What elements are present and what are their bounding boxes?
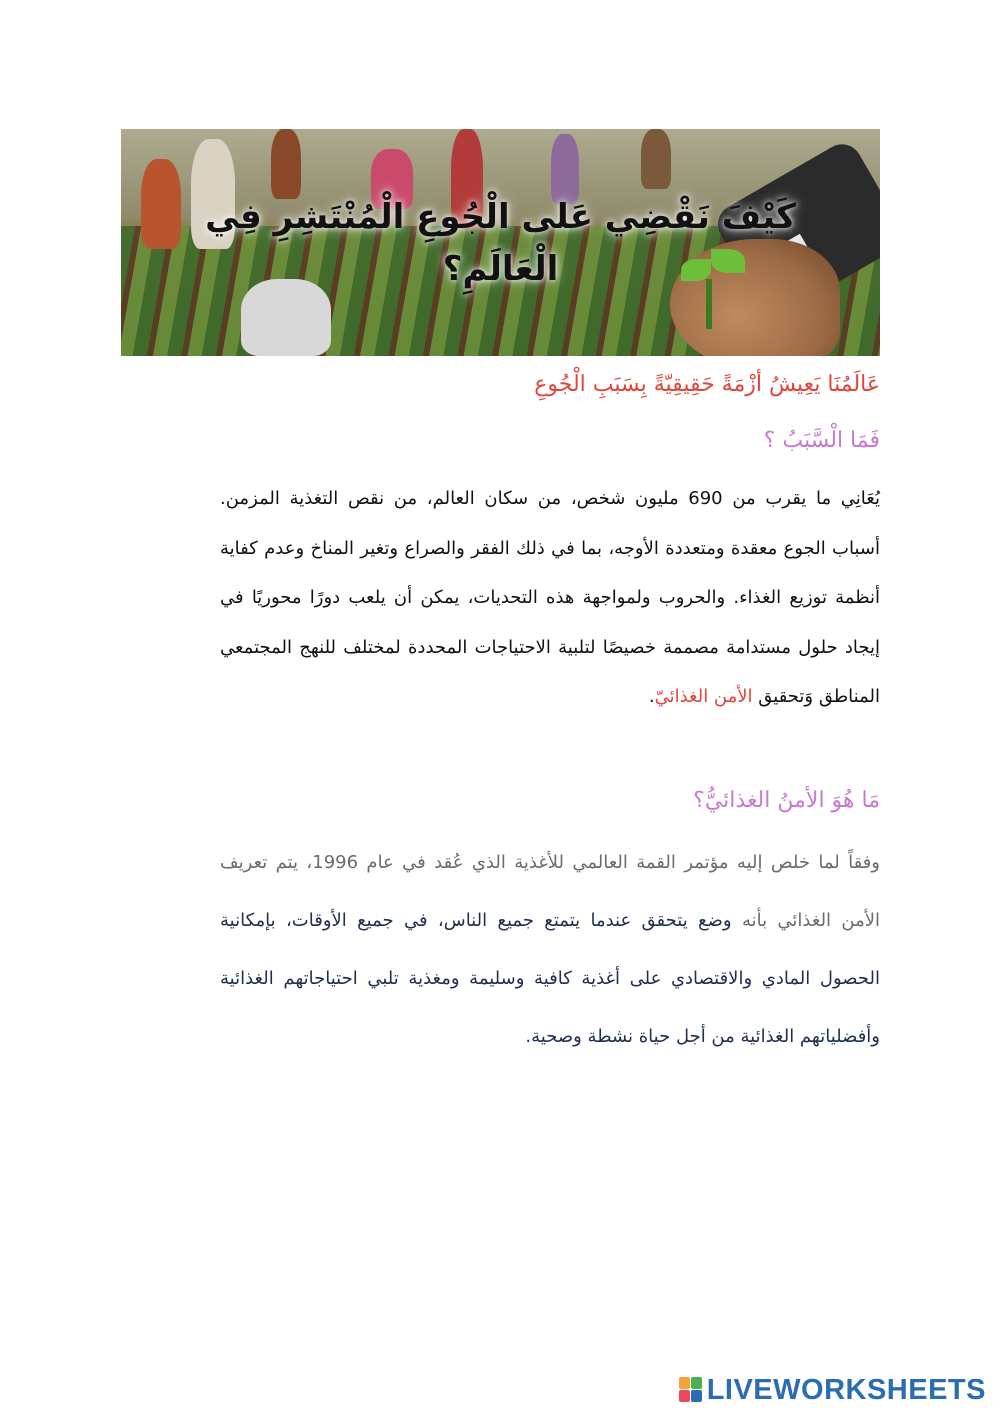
banner-title: كَيْفَ نَقْضِي عَلى الْجُوعِ الْمُنْتَشِرِ فِي الْعَالَمِ؟ bbox=[205, 197, 796, 289]
paragraph-food-security-definition bbox=[220, 834, 880, 1066]
food-security-highlight: الأمن الغذائيّ bbox=[654, 686, 753, 707]
banner-figure bbox=[271, 129, 301, 199]
definition-main-text: وضع يتحقق عندما يتمتع جميع الناس، في جميع الأوقات، بإمكانية الحصول المادي والاقتصادي على أغذية كافية وسليمة ومغذية تلبي احتياجاتهم الغذائية وأفضلياتهم الغذائية من أجل حياة نشطة وصحية. bbox=[220, 910, 880, 1047]
question-food-security: مَا هُوَ الأمنُ الغذائيُّ؟ bbox=[693, 788, 880, 813]
headline: عَالَمُنَا يَعِيشُ أزْمَةً حَقِيقِيّةً بِسَبَبِ الْجُوعِ bbox=[534, 372, 880, 397]
definition-intro-text: وفقاً لما خلص إليه مؤتمر القمة العالمي للأغذية الذي عُقد في عام 1996، يتم تعريف الأمن الغذائي بأنه bbox=[220, 852, 880, 931]
paragraph-main-text: يُعَانِي ما يقرب من 690 مليون شخص، من سكان العالم، من نقص التغذية المزمن. أسباب الجوع معقدة ومتعددة الأوجه، بما في ذلك الفقر والصراع وتغير المناخ وعدم كفاية أنظمة توزيع الغذاء. والحروب ولمواجهة هذه التحديات، يمكن أن يلعب دورًا محوريًا في إيجاد حلول مستدامة مصممة خصيصًا لتلبية الاحتياجات المحددة لمختلف للنهج المجتمعي المناطق وَتحقيق bbox=[220, 488, 880, 707]
paragraph-end-mark: . bbox=[648, 686, 655, 707]
liveworksheets-logo-icon bbox=[679, 1377, 703, 1403]
banner-figure bbox=[641, 129, 671, 189]
liveworksheets-logo-text: LIVEWORKSHEETS bbox=[706, 1373, 986, 1406]
question-cause: فَمَا الْسَّبَبُ ؟ bbox=[763, 428, 880, 453]
liveworksheets-logo[interactable] bbox=[679, 1372, 986, 1408]
banner-image bbox=[121, 129, 880, 356]
paragraph-hunger-causes bbox=[220, 474, 880, 722]
